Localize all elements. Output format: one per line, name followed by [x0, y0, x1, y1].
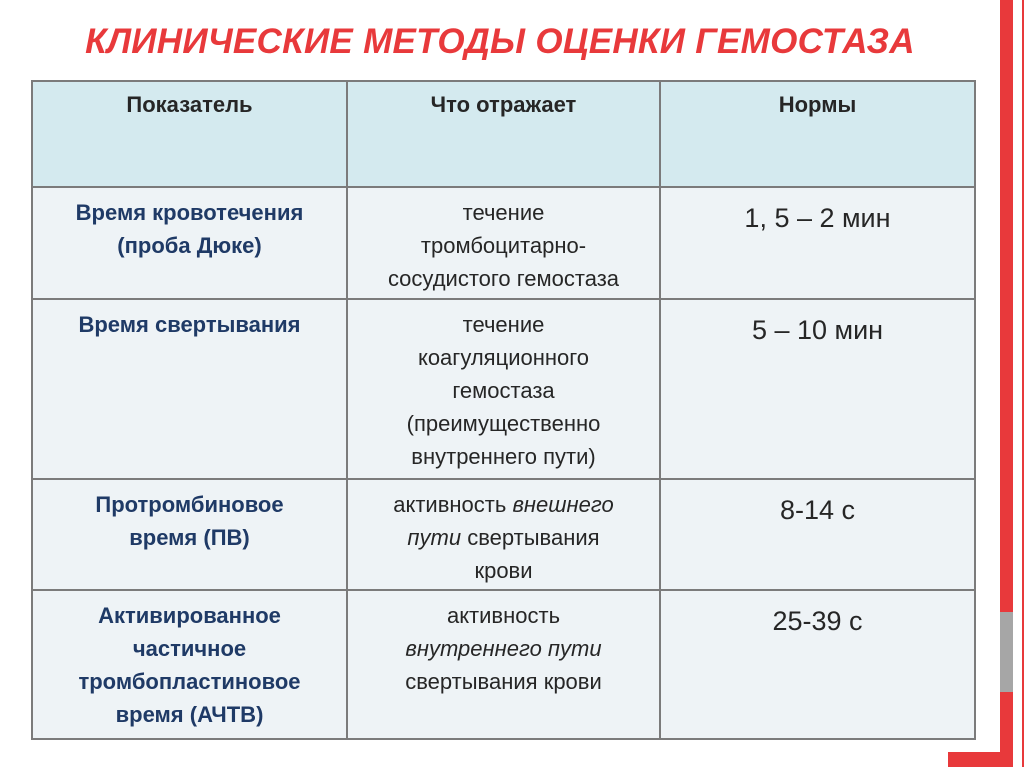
param-cell: [32, 590, 347, 739]
text: активность: [446, 603, 561, 628]
reflects-cell: [347, 590, 660, 739]
table-row: [32, 479, 975, 590]
param-line: Активированное: [98, 603, 281, 628]
norm-cell: 8-14 с: [660, 479, 975, 590]
reflects-line: [348, 407, 659, 440]
reflects-line: [348, 262, 659, 295]
reflects-line: [348, 341, 659, 374]
table-row: [32, 299, 975, 479]
reflects-line: [348, 665, 659, 698]
text: крови: [474, 558, 533, 583]
decorative-bottom-strip: [948, 752, 1013, 767]
text: (преимущественно: [406, 411, 601, 436]
italic-text: внешнего: [512, 492, 614, 517]
hemostasis-methods-table: [31, 80, 976, 740]
param-cell: [32, 187, 347, 299]
text: гемостаза: [452, 378, 555, 403]
reflects-line: [348, 521, 659, 554]
text: тромбоцитарно-: [420, 233, 587, 258]
text: активность: [393, 492, 513, 517]
reflects-line: [348, 374, 659, 407]
reflects-line: [348, 488, 659, 521]
norm-cell: 25-39 с: [660, 590, 975, 739]
header-norms: Нормы: [660, 81, 975, 187]
text: течение: [462, 312, 545, 337]
reflects-line: [348, 554, 659, 587]
param-line: Время кровотечения: [75, 200, 304, 225]
param-line: тромбопластиновое: [78, 669, 301, 694]
text: свертывания: [461, 525, 600, 550]
table-header-row: [32, 81, 975, 187]
reflects-cell: [347, 299, 660, 479]
param-line: частичное: [132, 636, 247, 661]
reflects-line: [348, 196, 659, 229]
text: сосудистого гемостаза: [387, 266, 620, 291]
table-row: [32, 187, 975, 299]
reflects-line: [348, 308, 659, 341]
param-line: (проба Дюке): [117, 233, 262, 258]
norm-cell: 1, 5 – 2 мин: [660, 187, 975, 299]
reflects-cell: [347, 479, 660, 590]
text: коагуляционного: [417, 345, 590, 370]
param-line: Время свертывания: [78, 312, 301, 337]
reflects-line: [348, 632, 659, 665]
param-cell: [32, 479, 347, 590]
text: свертывания крови: [405, 669, 602, 694]
param-line: время (АЧТВ): [115, 702, 264, 727]
header-parameter: Показатель: [32, 81, 347, 187]
param-line: время (ПВ): [129, 525, 250, 550]
norm-cell: 5 – 10 мин: [660, 299, 975, 479]
reflects-line: [348, 229, 659, 262]
italic-text: внутреннего пути: [405, 636, 602, 661]
table-row: [32, 590, 975, 739]
slide-title: КЛИНИЧЕСКИЕ МЕТОДЫ ОЦЕНКИ ГЕМОСТАЗА: [85, 22, 915, 61]
decorative-gray-bar: [1000, 612, 1013, 692]
header-reflects: Что отражает: [347, 81, 660, 187]
text: внутреннего пути): [411, 444, 596, 469]
text: течение: [462, 200, 545, 225]
param-cell: [32, 299, 347, 479]
reflects-line: [348, 440, 659, 473]
param-line: Протромбиновое: [95, 492, 284, 517]
reflects-line: [348, 599, 659, 632]
decorative-red-bar: [1000, 0, 1013, 612]
reflects-cell: [347, 187, 660, 299]
italic-text: пути: [407, 525, 462, 550]
